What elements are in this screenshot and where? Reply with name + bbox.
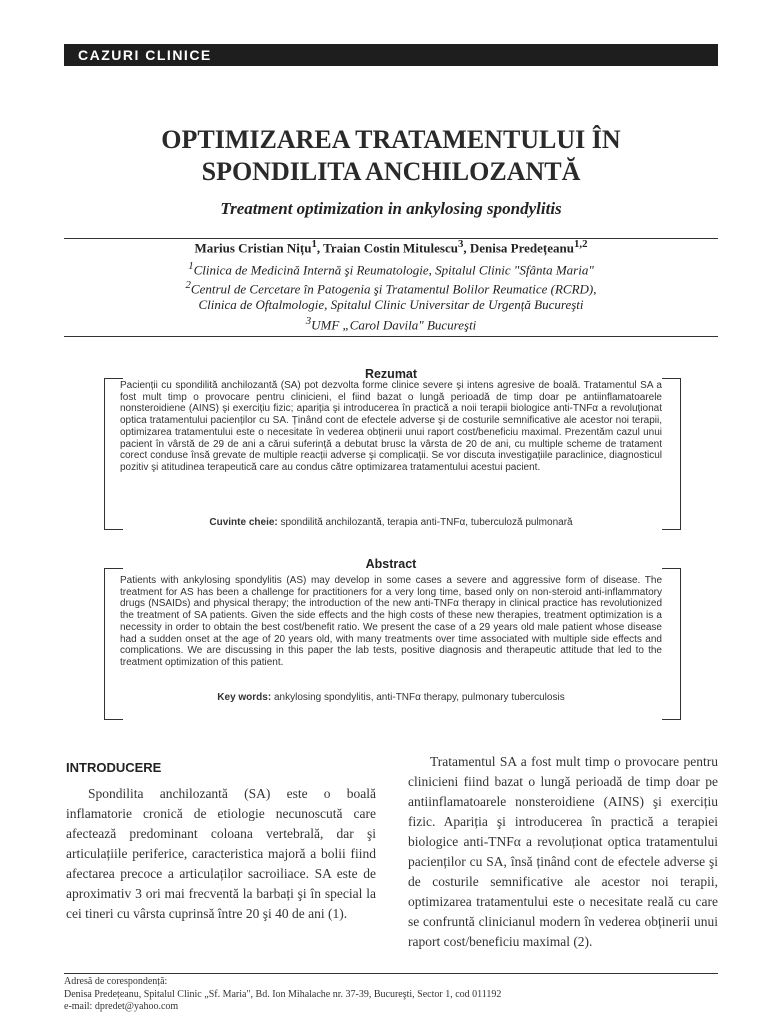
body-column-1: Spondilita anchilozantă (SA) este o boală inflamatorie cronică de etiologie necunoscută care afectează predominant coloana vertebrală, dar şi articulațiile periferice, caracteristica majoră a bolii fiind afectarea precoce a articulaților sacroiliace. SA este de aproximativ 3 ori mai frecventă la barbați şi în special la cei tineri cu vârsta cuprinsă între 20 şi 40 de ani (1). <box>66 786 376 921</box>
body-column-2: Tratamentul SA a fost mult timp o provocare pentru clinicieni fiind bazat o lungă perioadă de timp doar pe antiinflamatoarele nonsteroidiene (AINS) şi exercițiu fizic. Apariția şi introducerea în practică a terapiei biologice anti-TNFα a revoluționat optica tratamentului pacienților cu SA, însă ținând cont de efectele adverse şi de costurile semnificative ale acestor noi terapii, optimizarea tratamentului este o necesitate reală cu care se confruntă clinicianul modern în vederea obținerii unui raport cost/beneficiu maximal (2). <box>408 754 718 949</box>
abstract-keywords-label: Key words: <box>217 692 272 703</box>
affiliation-4 <box>64 312 718 334</box>
author-3-sup: 1,2 <box>574 238 588 250</box>
footer-rule <box>64 973 718 974</box>
authors-bottom-rule <box>64 336 718 337</box>
affiliation-2-text: Centrul de Cercetare în Patogenia şi Tratamentul Bolilor Reumatice (RCRD), <box>190 281 597 297</box>
author-1-sup: 1 <box>311 238 317 250</box>
abstract-keywords-value: ankylosing spondylitis, anti-TNFα therapy, pulmonary tuberculosis <box>273 692 565 703</box>
section-header: CAZURI CLINICE <box>64 44 718 66</box>
affiliation-4-sup: 3 <box>305 315 312 327</box>
affiliation-3: Clinica de Oftalmologie, Spitalul Clinic Universitar de Urgență Bucureşti <box>198 297 584 312</box>
rezumat-bracket-right <box>662 378 681 530</box>
title-line-1: OPTIMIZAREA TRATAMENTULUI ÎN <box>161 125 621 154</box>
affiliation-4-text: UMF „Carol Davila" Bucureşti <box>311 317 477 333</box>
rezumat-text: Pacienții cu spondilită anchilozantă (SA) pot dezvolta forme clinice severe şi intens agresive de boală. Tratamentul SA a fost mult timp o provocare pentru clinicieni, el fiind bazat o lungă perioadă de timp doar pe antiinflamatoarele nonsteroidiene (AINS) şi exercițiu fizic; apariția şi introducerea în practică a noii terapii biologice anti-TNFα a revoluționat optica tratamentului pacienților cu SA. Ținând cont de efectele adverse şi de costurile semnificative ale acestor noi terapii, optimizarea tratamentului este o necesitate în vederea obținerii unui raport cost/beneficiu maximal. Prezentăm cazul unui pacient în vârstă de 29 de ani a cărui suferință a debutat brusc la vârsta de 20 de ani, cu multiple scheme de tratament corect conduse însă grevate de multiple reacții adverse şi complicații. Se vor discuta investigațiile paraclinice, diagnosticul pozitiv şi atitudinea terapeutică care au condus către optimizarea tratamentului acestui pacient. <box>120 380 662 473</box>
abstract-keywords <box>64 692 718 703</box>
affiliation-1-text: Clinica de Medicină Internă şi Reumatologie, Spitalul Clinic "Sfânta Maria" <box>193 262 594 278</box>
introducere-heading: INTRODUCERE <box>66 760 162 775</box>
correspondence-label: Adresă de corespondență: <box>64 976 168 987</box>
correspondence-address: Denisa Predețeanu, Spitalul Clinic „Sf. Maria", Bd. Ion Mihalache nr. 37-39, Bucureşti, Sector 1, cod 011192 <box>64 988 502 1000</box>
rezumat-heading: Rezumat <box>364 367 418 381</box>
correspondence-footer <box>64 976 718 1014</box>
abstract-heading: Abstract <box>365 557 417 571</box>
rezumat-keywords-value: spondilită anchilozantă, terapia anti-TNFα, tuberculoză pulmonară <box>280 517 573 528</box>
author-3: Denisa Predețeanu <box>469 240 574 256</box>
rezumat-keywords-label: Cuvinte cheie: <box>209 517 278 528</box>
correspondence-email: e-mail: dpredet@yahoo.com <box>64 1001 179 1012</box>
author-2-sup: 3 <box>457 238 464 250</box>
title-line-2: SPONDILITA ANCHILOZANTĂ <box>201 157 581 186</box>
article-subtitle: Treatment optimization in ankylosing spondylitis <box>220 199 562 218</box>
author-2: Traian Costin Mitulescu <box>323 240 458 256</box>
affiliation-1-sup: 1 <box>188 260 194 272</box>
author-list: Marius Cristian Nițu$^1$, Traian Costin Mitulescu$^3$, Denisa Predețeanu$^{1,2}$ <box>194 238 588 256</box>
abstract-text: Patients with ankylosing spondylitis (AS) may develop in some cases a severe and aggressive form of disease. The treatment for AS has been a challenge for practitioners for a very long time, based only on non-steroid anti-inflammatory drugs (NSAIDs) and physical therapy; the introduction of the new anti-TNFα therapy in clinical practice has revolutionized the treatment of SA patients. Given the side effects and the high costs of these new therapies, treatment optimization is a necessity in order to obtain the best cost/benefit ratio. We present the case of a 29 years old male patient whose disease had a sudden onset at the age of 20 years old, with many treatments over time associated with multiple side effects and complications. We are discussing in this paper the lab tests, positive diagnosis and therapeutic attitude that led to the treatment optimization of this patient. <box>120 575 662 668</box>
affiliation-2-sup: 2 <box>185 279 191 291</box>
author-1: Marius Cristian Nițu <box>194 240 312 256</box>
article-title <box>64 124 718 188</box>
rezumat-keywords <box>64 517 718 528</box>
